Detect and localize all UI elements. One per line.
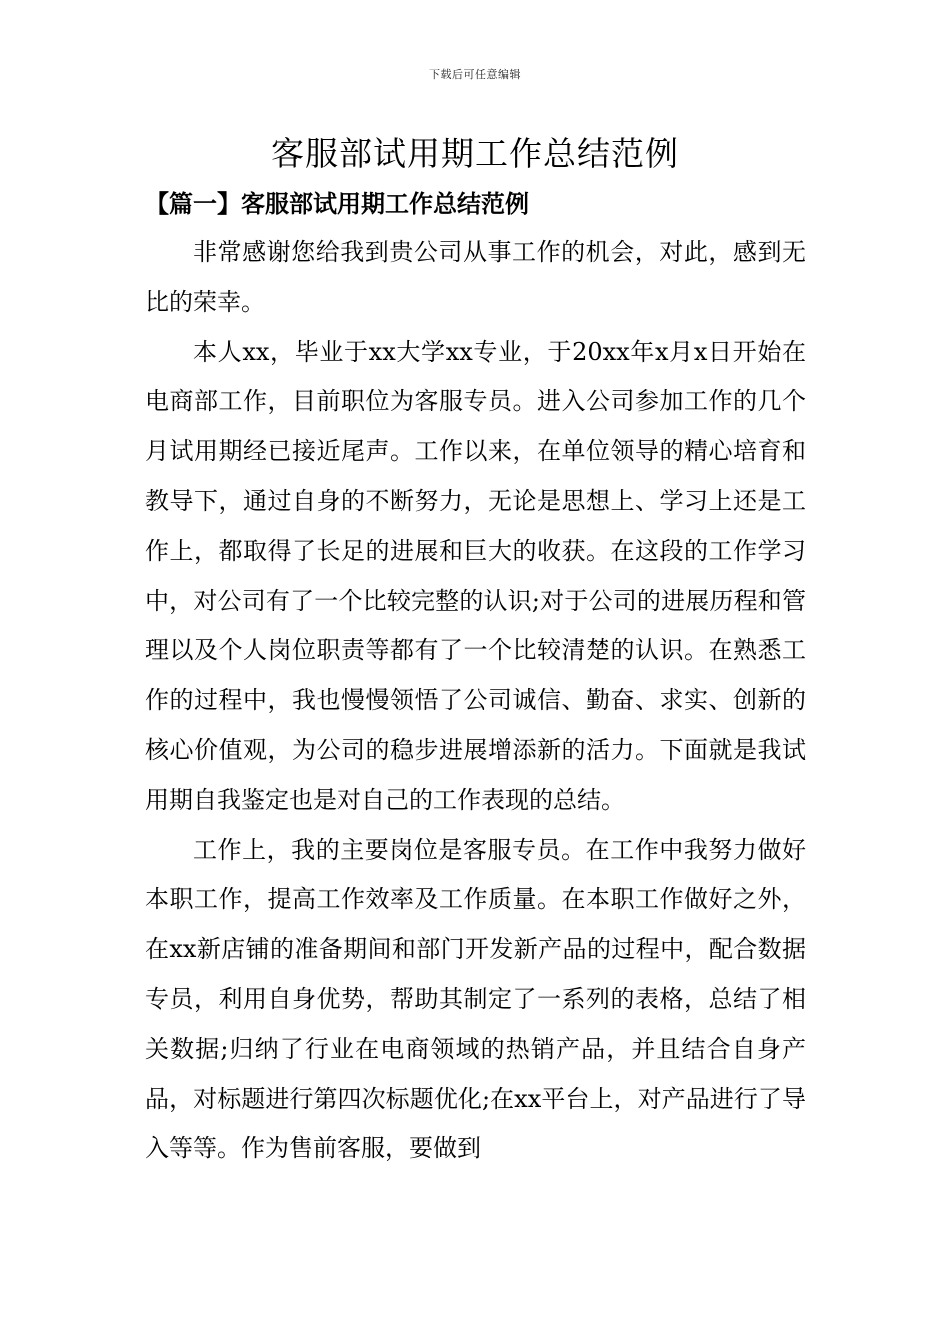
section-heading: 【篇一】客服部试用期工作总结范例 [145, 189, 529, 218]
document-body [145, 228, 806, 1174]
paragraph-work: 工作上，我的主要岗位是客服专员。在工作中我努力做好本职工作，提高工作效率及工作质量。在本职工作做好之外，在xx新店铺的准备期间和部门开发新产品的过程中，配合数据专员，利用自身优势，帮助其制定了一系列的表格，总结了相关数据;归纳了行业在电商领域的热销产品，并且结合自身产品，对标题进行第四次标题优化;在xx平台上，对产品进行了导入等等。作为售前客服，要做到 [145, 835, 806, 1163]
document-title: 客服部试用期工作总结范例 [271, 134, 679, 173]
paragraph-intro: 非常感谢您给我到贵公司从事工作的机会，对此，感到无比的荣幸。 [145, 238, 806, 316]
paragraph-background: 本人xx，毕业于xx大学xx专业，于20xx年x月x日开始在电商部工作，目前职位为客服专员。进入公司参加工作的几个月试用期经已接近尾声。工作以来，在单位领导的精心培育和教导下，通过自身的不断努力，无论是思想上、学习上还是工作上，都取得了长足的进展和巨大的收获。在这段的工作学习中，对公司有了一个比较完整的认识;对于公司的进展历程和管理以及个人岗位职责等都有了一个比较清楚的认识。在熟悉工作的过程中，我也慢慢领悟了公司诚信、勤奋、求实、创新的核心价值观，为公司的稳步进展增添新的活力。下面就是我试用期自我鉴定也是对自己的工作表现的总结。 [145, 337, 806, 814]
header-note: 下载后可任意编辑 [429, 68, 521, 81]
